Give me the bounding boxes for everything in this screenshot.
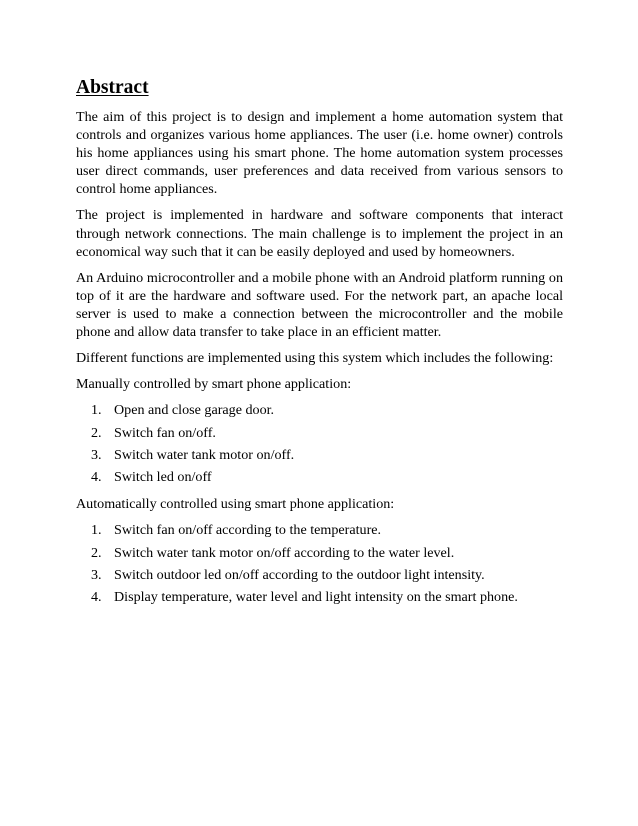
list-item (76, 424, 563, 442)
list-item-text: Switch fan on/off according to the temperature. (114, 522, 382, 539)
list-item-text: Display temperature, water level and light intensity on the smart phone. (114, 589, 518, 606)
list-item (76, 521, 563, 539)
paragraph-hardware-software: An Arduino microcontroller and a mobile phone with an Android platform running on top of it are the hardware and software used. For the network part, an apache local server is used to make a connection between the microcontroller and the mobile phone and allow data transfer to take place in an efficient matter. (76, 269, 563, 341)
list-item-number: 3. (91, 446, 102, 463)
list-item-number: 1. (91, 402, 102, 419)
automatic-control-list (76, 521, 563, 606)
list-item-number: 4. (91, 589, 102, 606)
document-page (76, 76, 563, 615)
list-item-text: Switch led on/off (114, 469, 212, 486)
list-item-number: 2. (91, 544, 102, 561)
list-item (76, 468, 563, 486)
list-item (76, 566, 563, 584)
list-item (76, 588, 563, 606)
list-item-text: Switch water tank motor on/off. (114, 446, 295, 463)
list-item-number: 3. (91, 566, 102, 583)
manual-list-label: Manually controlled by smart phone application: (76, 376, 352, 393)
manual-control-list (76, 401, 563, 486)
automatic-list-label: Automatically controlled using smart phone application: (76, 496, 395, 513)
paragraph-aim: The aim of this project is to design and implement a home automation system that controls and organizes various home appliances. The user (i.e. home owner) controls his home appliances using his smart phone. The home automation system processes user direct commands, user preferences and data received from various sensors to control home appliances. (76, 109, 563, 198)
list-item (76, 544, 563, 562)
list-item (76, 401, 563, 419)
paragraph-implementation: The project is implemented in hardware and software components that interact through network connections. The main challenge is to implement the project in an economical way such that it can be easily deployed and used by homeowners. (76, 207, 563, 260)
list-item (76, 446, 563, 464)
paragraph-functions-intro: Different functions are implemented using this system which includes the following: (76, 350, 554, 367)
list-item-number: 2. (91, 424, 102, 441)
list-item-text: Switch fan on/off. (114, 424, 216, 441)
list-item-number: 4. (91, 469, 102, 486)
list-item-text: Switch outdoor led on/off according to the outdoor light intensity. (114, 566, 485, 583)
list-item-text: Switch water tank motor on/off according to the water level. (114, 544, 455, 561)
abstract-heading: Abstract (76, 77, 149, 98)
list-item-number: 1. (91, 522, 102, 539)
list-item-text: Open and close garage door. (114, 402, 275, 419)
